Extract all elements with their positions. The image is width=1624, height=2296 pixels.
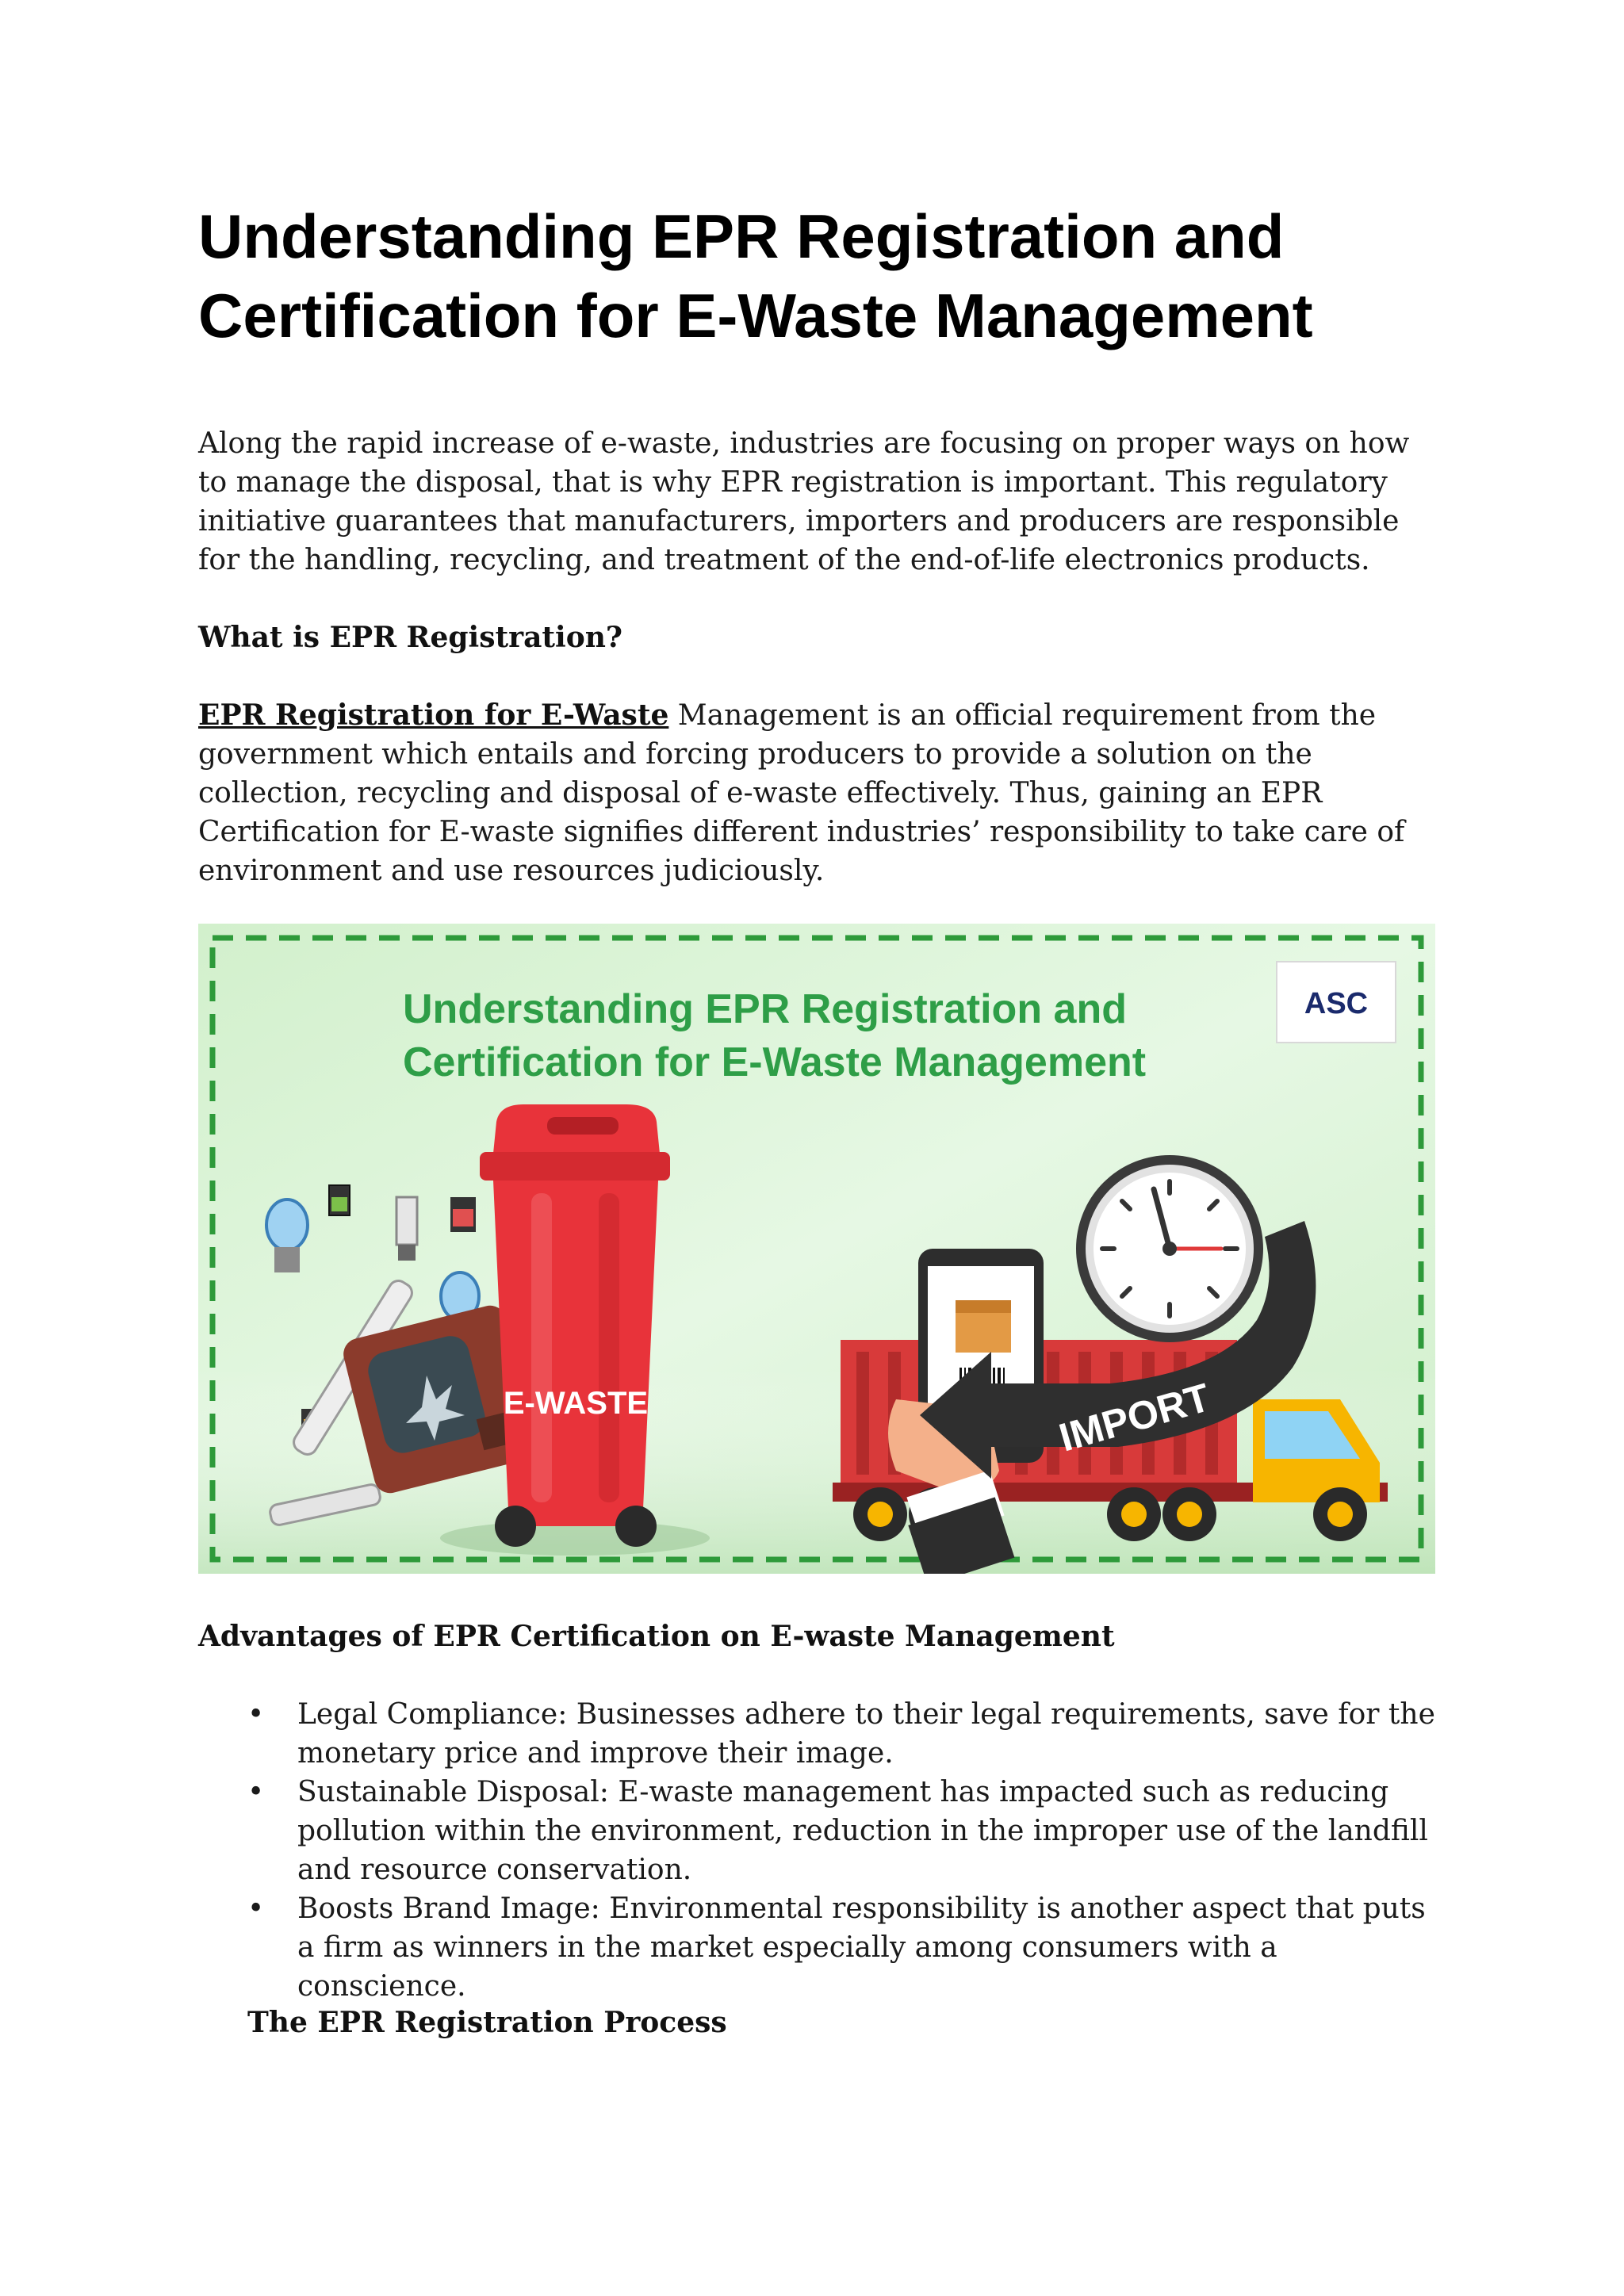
bullet-icon: • <box>247 1776 265 1808</box>
what-is-epr-paragraph <box>198 696 1435 890</box>
bullet-icon: • <box>247 1698 265 1731</box>
advantages-heading: Advantages of EPR Certification on E-waste Management <box>198 1620 1115 1653</box>
bin-label: E-WASTE <box>503 1386 649 1421</box>
process-heading: The EPR Registration Process <box>247 2006 727 2039</box>
advantages-list <box>198 1695 1435 2006</box>
arrow-label: IMPORT <box>1054 1375 1215 1460</box>
what-is-epr-text: Management is an official requirement from the government which entails and forcing producers to provide a solution on the collection, recycling and disposal of e-waste effectively. Thus, gaining an EPR Certification for E-waste signifies different industries’ responsibility to take care of environment and use resources judiciously. <box>198 699 1405 887</box>
banner-title-line1: Understanding EPR Registration and <box>403 986 1127 1032</box>
svg-text:ASC: ASC <box>1304 987 1369 1020</box>
epr-registration-link[interactable]: EPR Registration for E-Waste <box>198 698 669 732</box>
intro-paragraph: Along the rapid increase of e-waste, industries are focusing on proper ways on how to manage the disposal, that is why EPR registration is important. This regulatory initiative guarantees that manufacturers, importers and producers are responsible for the handling, recycling, and treatment of the end-of-life electronics products. <box>198 427 1410 576</box>
asc-logo <box>1277 962 1396 1043</box>
banner-title-line2: Certification for E-Waste Management <box>403 1039 1147 1085</box>
list-item-text: Legal Compliance: Businesses adhere to their legal requirements, save for the monetary price and improve their image. <box>297 1698 1435 1770</box>
list-item <box>198 1889 1435 2006</box>
list-item-text: Boosts Brand Image: Environmental responsibility is another aspect that puts a firm as winners in the market especially among consumers with a conscience. <box>297 1892 1426 2003</box>
list-item <box>198 1773 1435 1889</box>
what-is-epr-heading: What is EPR Registration? <box>198 621 622 654</box>
page-title: Understanding EPR Registration and Certification for E-Waste Management <box>198 201 1313 350</box>
bullet-icon: • <box>247 1892 265 1925</box>
banner-image <box>198 924 1435 1574</box>
clock-icon <box>1081 1160 1258 1337</box>
list-item <box>198 1695 1435 1773</box>
list-item-text: Sustainable Disposal: E-waste management has impacted such as reducing pollution within the environment, reduction in the improper use of the landfill and resource conservation. <box>297 1776 1428 1886</box>
